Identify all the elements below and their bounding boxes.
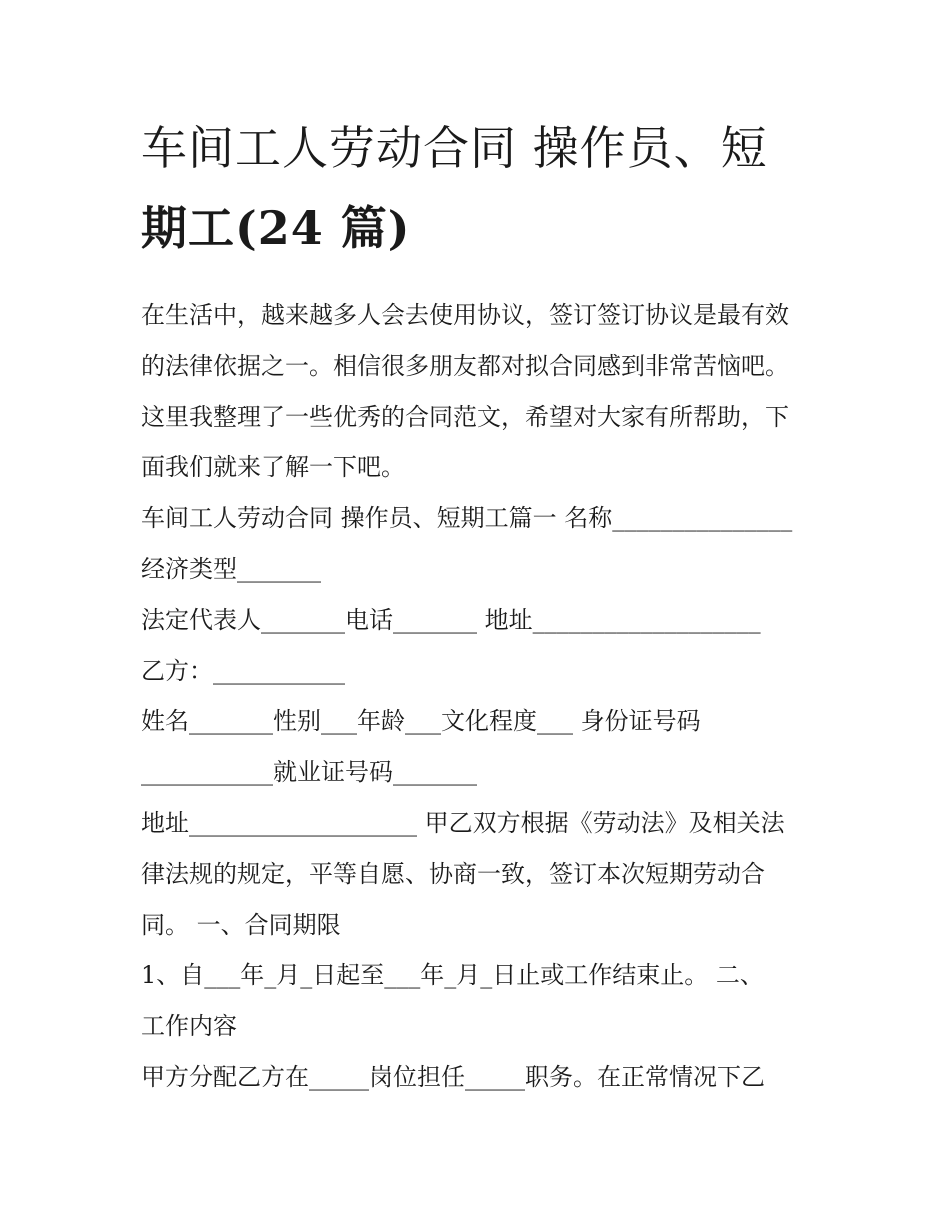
body-line: ___________就业证号码_______ bbox=[141, 758, 477, 787]
body-line: 法定代表人_______电话_______ 地址___________________ bbox=[141, 605, 761, 634]
body-line: 地址___________________ 甲乙双方根据《劳动法》及相关法 bbox=[141, 808, 785, 837]
document-body bbox=[141, 290, 817, 1103]
body-line: 姓名_______性别___年龄___文化程度___ 身份证号码 bbox=[141, 707, 701, 736]
document-page bbox=[141, 108, 817, 1103]
body-line: 面我们就来了解一下吧。 bbox=[141, 453, 405, 482]
body-line: 1、自___年_月_日起至___年_月_日止或工作结束止。 二、 bbox=[141, 961, 764, 990]
body-line: 经济类型_______ bbox=[141, 554, 321, 583]
body-line: 同。 一、合同期限 bbox=[141, 910, 341, 939]
body-line: 的法律依据之一。相信很多朋友都对拟合同感到非常苦恼吧。 bbox=[141, 351, 789, 380]
document-title bbox=[141, 108, 817, 268]
body-line: 工作内容 bbox=[141, 1012, 237, 1041]
body-line: 律法规的规定，平等自愿、协商一致，签订本次短期劳动合 bbox=[141, 859, 765, 888]
body-line: 这里我整理了一些优秀的合同范文，希望对大家有所帮助，下 bbox=[141, 402, 789, 431]
body-line: 在生活中，越来越多人会去使用协议，签订签订协议是最有效 bbox=[141, 301, 789, 329]
body-line: 甲方分配乙方在_____岗位担任_____职务。在正常情况下乙 bbox=[141, 1062, 765, 1091]
title-line-2: 期工(24 篇) bbox=[141, 201, 411, 255]
title-line-1: 车间工人劳动合同 操作员、短 bbox=[141, 121, 768, 175]
body-line: 乙方：___________ bbox=[141, 656, 345, 685]
body-line: 车间工人劳动合同 操作员、短期工篇一 名称_______________ bbox=[141, 504, 793, 533]
